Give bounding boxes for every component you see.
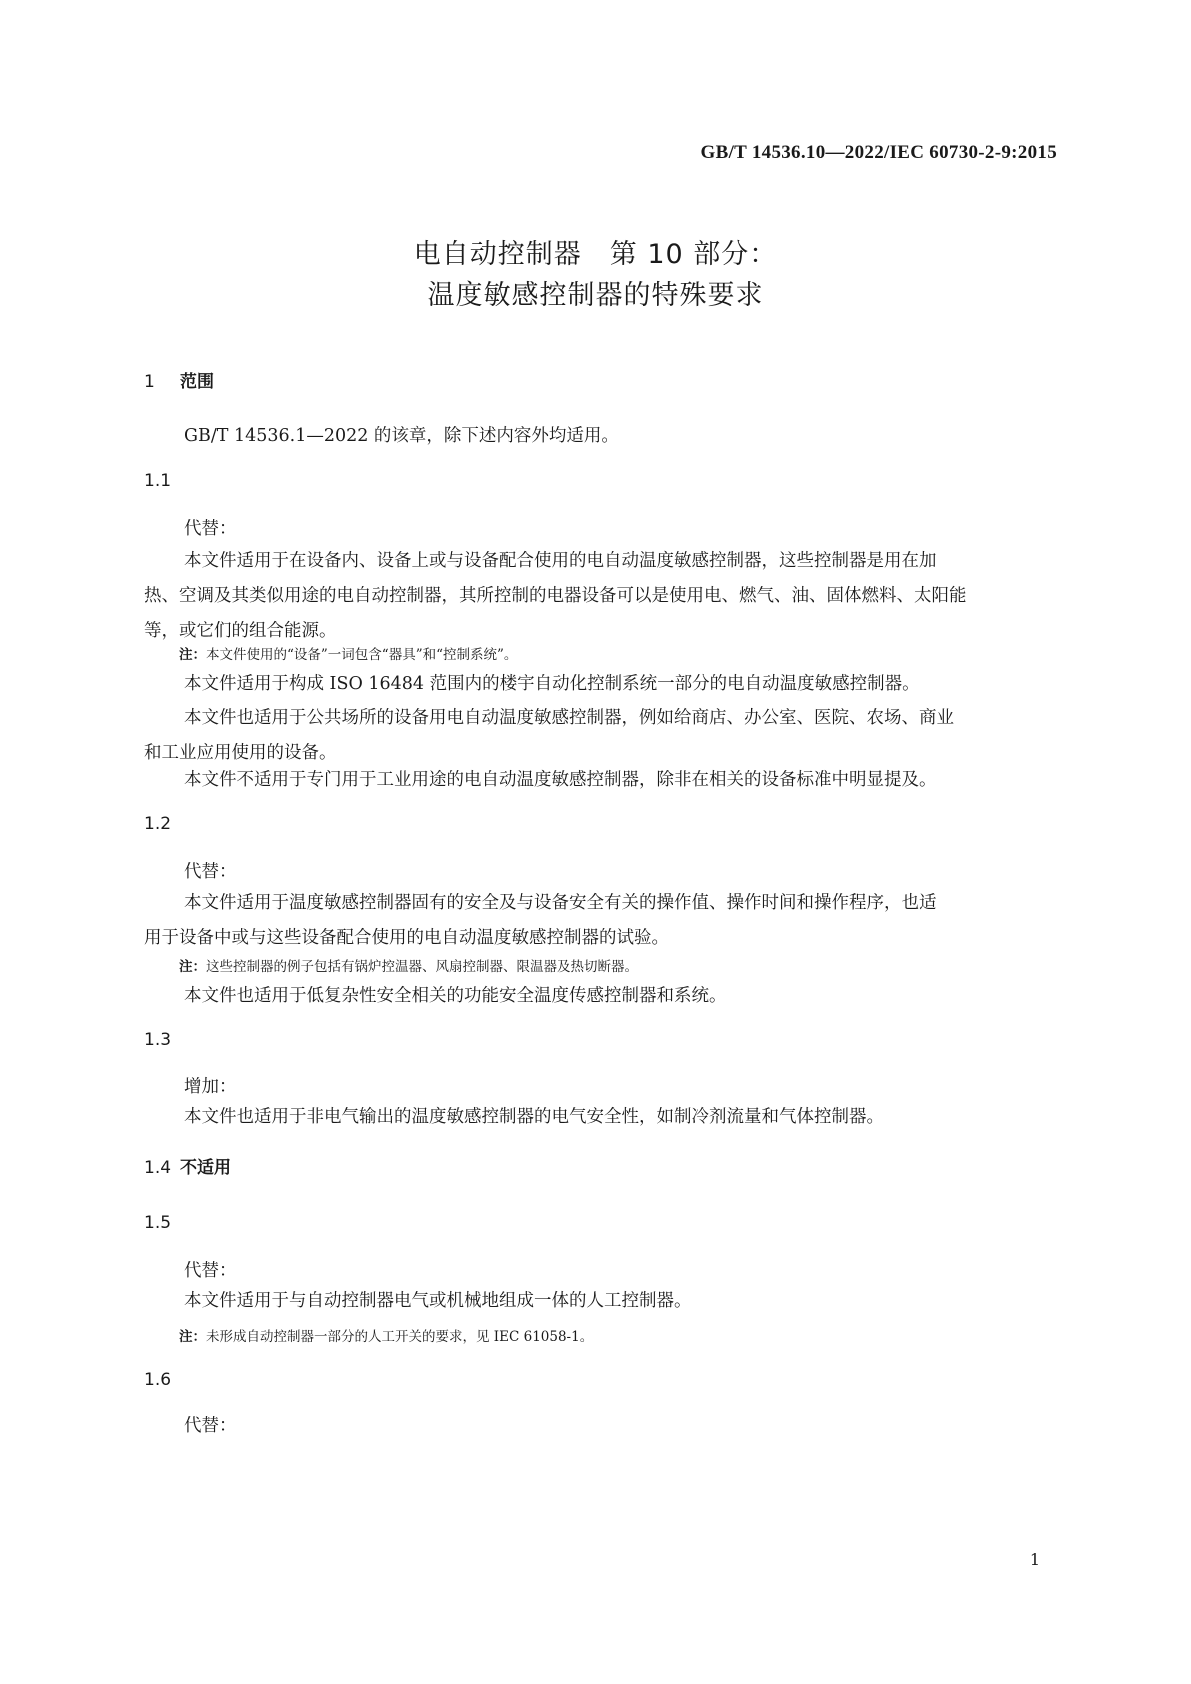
paragraph (144, 1100, 1058, 1135)
paragraph (144, 667, 1058, 702)
text-line: 本文件也适用于低复杂性安全相关的功能安全温度传感控制器和系统。 (184, 986, 727, 1006)
section-heading-1-3 (144, 1030, 174, 1050)
title-line-2: 温度敏感控制器的特殊要求 (427, 280, 764, 311)
replace-label: 代替： (184, 1416, 237, 1436)
text-line: 本文件适用于构成 ISO 16484 范围内的楼宇自动化控制系统一部分的电自动温度敏感控制器。 (184, 674, 920, 694)
section-heading-1-5 (144, 1213, 174, 1233)
section-number: 1.4 (144, 1158, 172, 1178)
document-identifier: GB/T 14536.10—2022/IEC 60730-2-9:2015 (700, 142, 1057, 163)
text-line: 等，或它们的组合能源。 (144, 621, 337, 641)
paragraph (144, 1409, 1058, 1444)
section-heading-1-2 (144, 814, 174, 834)
text-line: 和工业应用使用的设备。 (144, 743, 337, 763)
section-title: 范围 (180, 372, 214, 392)
replace-label: 代替： (184, 1261, 237, 1281)
page-number: 1 (1029, 1550, 1040, 1569)
text-line: GB/T 14536.1—2022 的该章，除下述内容外均适用。 (184, 426, 619, 446)
section-number: 1.2 (144, 814, 172, 834)
section-heading-1 (144, 367, 214, 392)
paragraph (144, 886, 1058, 956)
section-number: 1.3 (144, 1030, 172, 1050)
section-heading-1-4 (144, 1153, 231, 1178)
note-text: 这些控制器的例子包括有锅炉控温器、风扇控制器、限温器及热切断器。 (206, 959, 638, 975)
paragraph (144, 419, 1058, 454)
text-line: 用于设备中或与这些设备配合使用的电自动温度敏感控制器的试验。 (144, 928, 669, 948)
paragraph (144, 701, 1058, 771)
text-line: 本文件适用于温度敏感控制器固有的安全及与设备安全有关的操作值、操作时间和操作程序，也适 (184, 893, 937, 913)
replace-label: 代替： (184, 519, 237, 539)
paragraph (144, 979, 1058, 1014)
text-line: 本文件不适用于专门用于工业用途的电自动温度敏感控制器，除非在相关的设备标准中明显提及。 (184, 770, 937, 790)
text-line: 本文件适用于与自动控制器电气或机械地组成一体的人工控制器。 (184, 1291, 692, 1311)
section-number: 1.1 (144, 471, 172, 491)
section-title: 不适用 (180, 1158, 231, 1178)
section-number: 1.5 (144, 1213, 172, 1233)
add-label: 增加： (184, 1077, 237, 1097)
section-heading-1-6 (144, 1370, 174, 1390)
section-heading-1-1 (144, 471, 174, 491)
text-line: 本文件也适用于非电气输出的温度敏感控制器的电气安全性，如制冷剂流量和气体控制器。 (184, 1107, 884, 1127)
note-text: 本文件使用的“设备”一词包含“器具”和“控制系统”。 (206, 647, 518, 663)
section-number: 1.6 (144, 1370, 172, 1390)
replace-label: 代替： (184, 862, 237, 882)
paragraph (144, 763, 1058, 798)
note-text: 未形成自动控制器一部分的人工开关的要求，见 IEC 61058-1。 (206, 1329, 594, 1345)
note-label: 注： (179, 647, 206, 663)
note (179, 955, 638, 975)
text-line: 本文件适用于在设备内、设备上或与设备配合使用的电自动温度敏感控制器，这些控制器是用在加 (184, 551, 937, 571)
paragraph (144, 544, 1058, 649)
text-line: 热、空调及其类似用途的电自动控制器，其所控制的电器设备可以是使用电、燃气、油、固体燃料、太阳能 (144, 586, 967, 606)
note (179, 1325, 593, 1345)
note-label: 注： (179, 1329, 206, 1345)
section-number: 1 (144, 372, 155, 392)
text-line: 本文件也适用于公共场所的设备用电自动温度敏感控制器，例如给商店、办公室、医院、农场、商业 (184, 708, 954, 728)
paragraph (144, 855, 1058, 890)
note (179, 643, 517, 663)
paragraph (144, 1284, 1058, 1319)
title-line-1: 电自动控制器 第 10 部分： (413, 239, 778, 270)
note-label: 注： (179, 959, 206, 975)
paragraph (144, 512, 1058, 547)
